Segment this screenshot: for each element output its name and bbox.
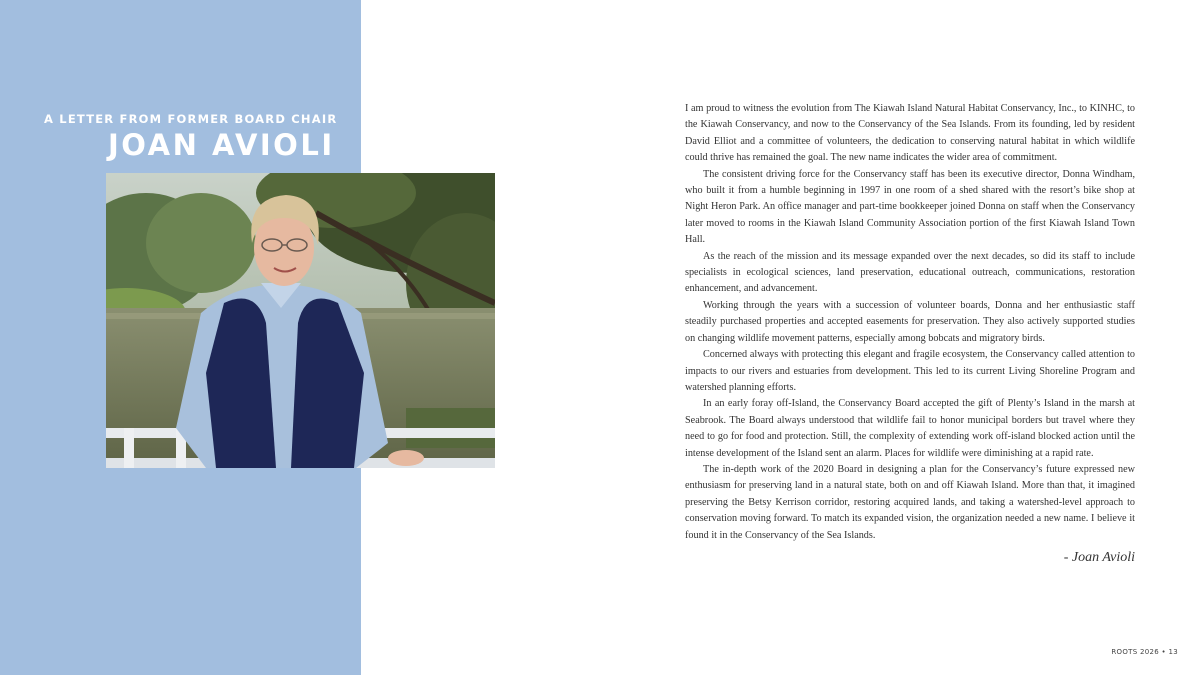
letter-paragraph: As the reach of the mission and its message expanded over the next decades, so did its staff to include specialists in ecological sciences, land preservation, educational outreach, communications, restoration enhancement, and advancement. xyxy=(685,250,1135,295)
page-folio: ROOTS 2026 • 13 xyxy=(1111,648,1178,656)
letter-paragraph: The consistent driving force for the Conservancy staff has been its executive director, Donna Windham, who built it from a humble beginning in 1997 in one room of a shed shared with the resort’s bike shop at Night Heron Park. An office manager and part-time bookkeeper joined Donna on staff when the Conservancy later moved to rooms in the Kiawah Island Community Association portion of the first Kiawah Island Town Hall. xyxy=(685,168,1135,246)
author-name-heading: JOAN AVIOLI xyxy=(108,128,335,162)
letter-signature: - Joan Avioli xyxy=(1063,550,1135,565)
letter-paragraph: In an early foray off-Island, the Conservancy Board accepted the gift of Plenty’s Island in the marsh at Seabrook. The Board always understood that wildlife fail to honor municipal borders but travel where they need to go for food and protection. Still, the complexity of extending work off-island blocked action until the intense development of the Island sent an alarm. Places for wildlife were diminishing at a rapid rate. xyxy=(685,398,1135,459)
letter-paragraph: The in-depth work of the 2020 Board in designing a plan for the Conservancy’s future expressed new enthusiasm for preserving land in a natural state, both on and off Kiawah Island. More than that, it imagined preserving the Betsy Kerrison corridor, restoring acquired lands, and taking a watershed-level approach to conservation moving forward. To match its expanded vision, the organization needed a new name. I believe it found it in the Conservancy of the Sea Islands. xyxy=(685,463,1135,541)
article-kicker: A LETTER FROM FORMER BOARD CHAIR xyxy=(44,112,338,126)
letter-body xyxy=(685,101,1135,544)
letter-paragraph: Concerned always with protecting this elegant and fragile ecosystem, the Conservancy called attention to impacts to our rivers and estuaries from development. This led to its current Living Shoreline Program and watershed planning efforts. xyxy=(685,349,1135,393)
letter-paragraph: I am proud to witness the evolution from The Kiawah Island Natural Habitat Conservancy, Inc., to KINHC, to the Kiawah Conservancy, and now to the Conservancy of the Sea Islands. From its founding, led by resident David Elliot and a committee of volunteers, the dedication to conserving natural habitat in which wildlife could thrive has remained the goal. The new name indicates the wider area of commitment. xyxy=(685,103,1135,164)
portrait-photo xyxy=(106,173,495,468)
letter-paragraph: Working through the years with a succession of volunteer boards, Donna and her enthusiastic staff steadily purchased properties and accepted easements for preservation. They also actively supported studies on changing wildlife movement patterns, especially among bobcats and migratory birds. xyxy=(685,299,1135,344)
